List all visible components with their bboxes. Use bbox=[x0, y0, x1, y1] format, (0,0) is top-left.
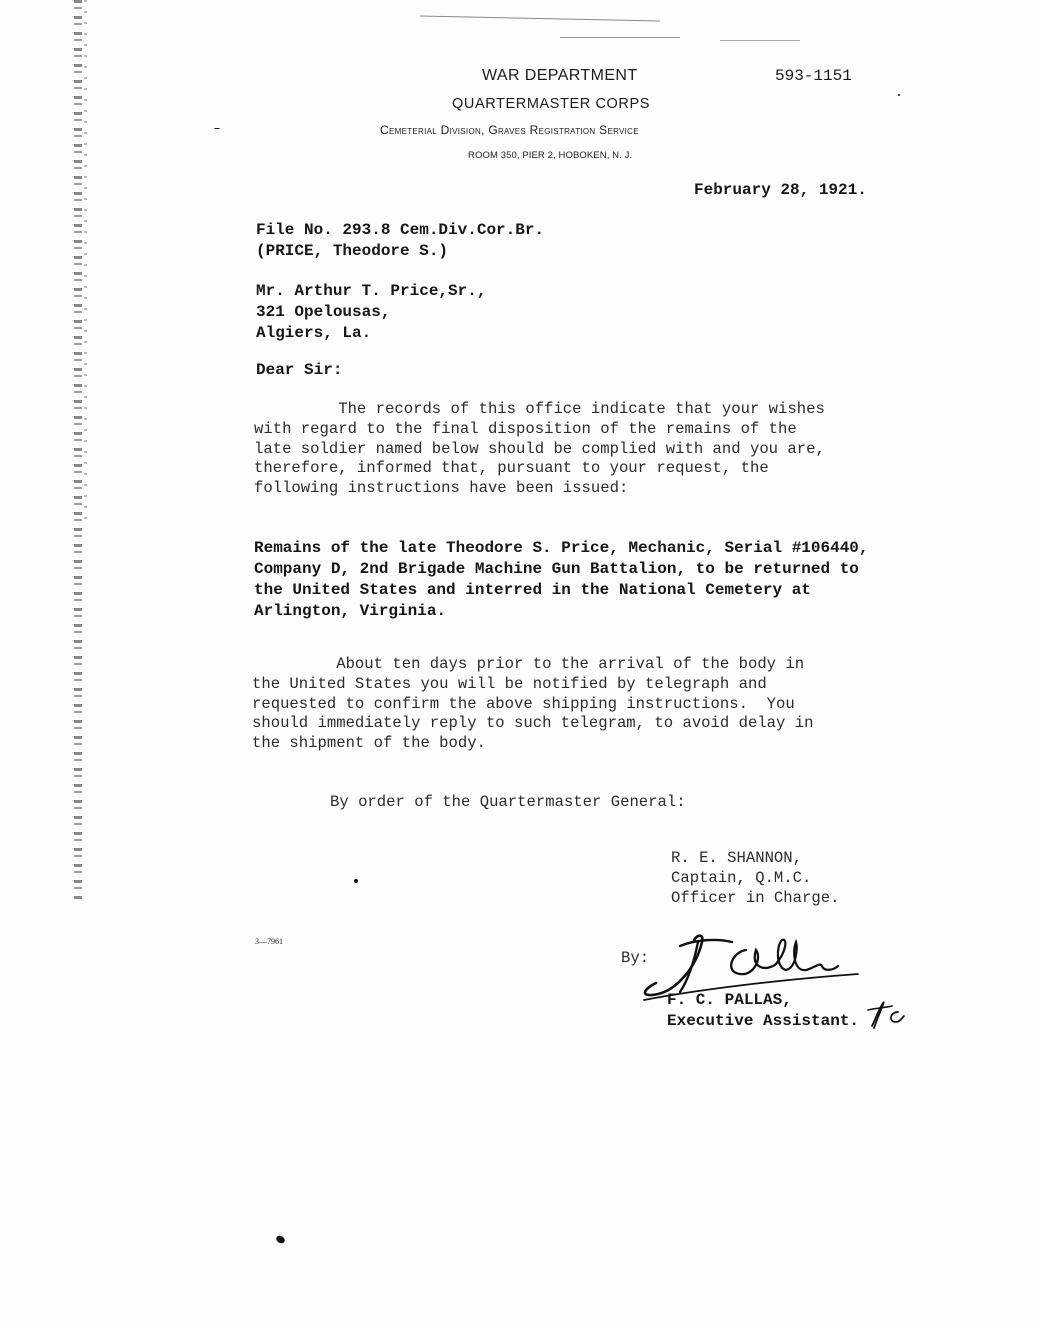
signatory-title: Officer in Charge. bbox=[671, 889, 840, 907]
scan-rule-line bbox=[560, 37, 680, 38]
signer-name: F. C. PALLAS, bbox=[667, 991, 792, 1009]
scan-edge-artifact-secondary bbox=[84, 0, 87, 520]
paragraph-line: About ten days prior to the arrival of the body in bbox=[252, 655, 805, 673]
paragraph-line: the shipment of the body. bbox=[252, 734, 486, 753]
paragraph-line: following instructions have been issued: bbox=[254, 479, 629, 498]
ink-speck bbox=[354, 879, 358, 883]
handwritten-initials bbox=[862, 998, 906, 1030]
paragraph-line: therefore, informed that, pursuant to your request, the bbox=[254, 459, 769, 478]
ink-speck bbox=[898, 94, 900, 96]
letterhead-department: WAR DEPARTMENT bbox=[482, 67, 638, 84]
signer-title: Executive Assistant. bbox=[667, 1012, 860, 1030]
paragraph-line: with regard to the final disposition of the remains of the bbox=[254, 419, 797, 438]
salutation: Dear Sir: bbox=[256, 361, 343, 379]
signer-block bbox=[667, 990, 859, 1032]
closing-line: By order of the Quartermaster General: bbox=[330, 793, 686, 811]
body-paragraph-2 bbox=[252, 655, 813, 754]
body-paragraph-1 bbox=[254, 400, 825, 499]
remains-line: Arlington, Virginia. bbox=[254, 602, 447, 620]
letterhead-address: ROOM 350, PIER 2, HOBOKEN, N. J. bbox=[468, 150, 633, 161]
recipient-city: Algiers, La. bbox=[256, 324, 372, 342]
remains-notice bbox=[254, 538, 869, 622]
recipient-street: 321 Opelousas, bbox=[256, 303, 391, 321]
letter-date: February 28, 1921. bbox=[694, 181, 867, 199]
paragraph-line: should immediately reply to such telegram, to avoid delay in bbox=[252, 714, 814, 733]
signatory-name: R. E. SHANNON, bbox=[671, 849, 803, 867]
paragraph-line: the United States you will be notified by telegraph and bbox=[252, 674, 767, 693]
paragraph-line: requested to confirm the above shipping instructions. You bbox=[252, 694, 795, 713]
signatory-rank: Captain, Q.M.C. bbox=[671, 869, 812, 887]
scan-rule-line bbox=[720, 40, 800, 41]
letterhead-corps: QUARTERMASTER CORPS bbox=[452, 96, 651, 112]
file-number: File No. 293.8 Cem.Div.Cor.Br. bbox=[256, 221, 545, 239]
signatory-block bbox=[671, 848, 839, 908]
form-number: 3—7961 bbox=[255, 937, 283, 946]
ink-speck bbox=[275, 1234, 286, 1245]
remains-line: the United States and interred in the National Cemetery at bbox=[254, 581, 811, 599]
paragraph-line: The records of this office indicate that your wishes bbox=[254, 400, 825, 418]
file-subject: (PRICE, Theodore S.) bbox=[256, 242, 449, 260]
by-label: By: bbox=[621, 949, 650, 967]
letterhead-division: Cemeterial Division, Graves Registration Service bbox=[380, 123, 639, 137]
remains-line: Remains of the late Theodore S. Price, Mechanic, Serial #106440, bbox=[254, 539, 869, 557]
remains-line: Company D, 2nd Brigade Machine Gun Battalion, to be returned to bbox=[254, 560, 859, 578]
scan-edge-artifact bbox=[74, 0, 82, 900]
recipient-name: Mr. Arthur T. Price,Sr., bbox=[256, 282, 487, 300]
scan-rule-line bbox=[420, 15, 660, 21]
reference-number: 593-1151 bbox=[775, 67, 852, 85]
ink-speck bbox=[214, 128, 220, 129]
paragraph-line: late soldier named below should be complied with and you are, bbox=[254, 439, 825, 458]
